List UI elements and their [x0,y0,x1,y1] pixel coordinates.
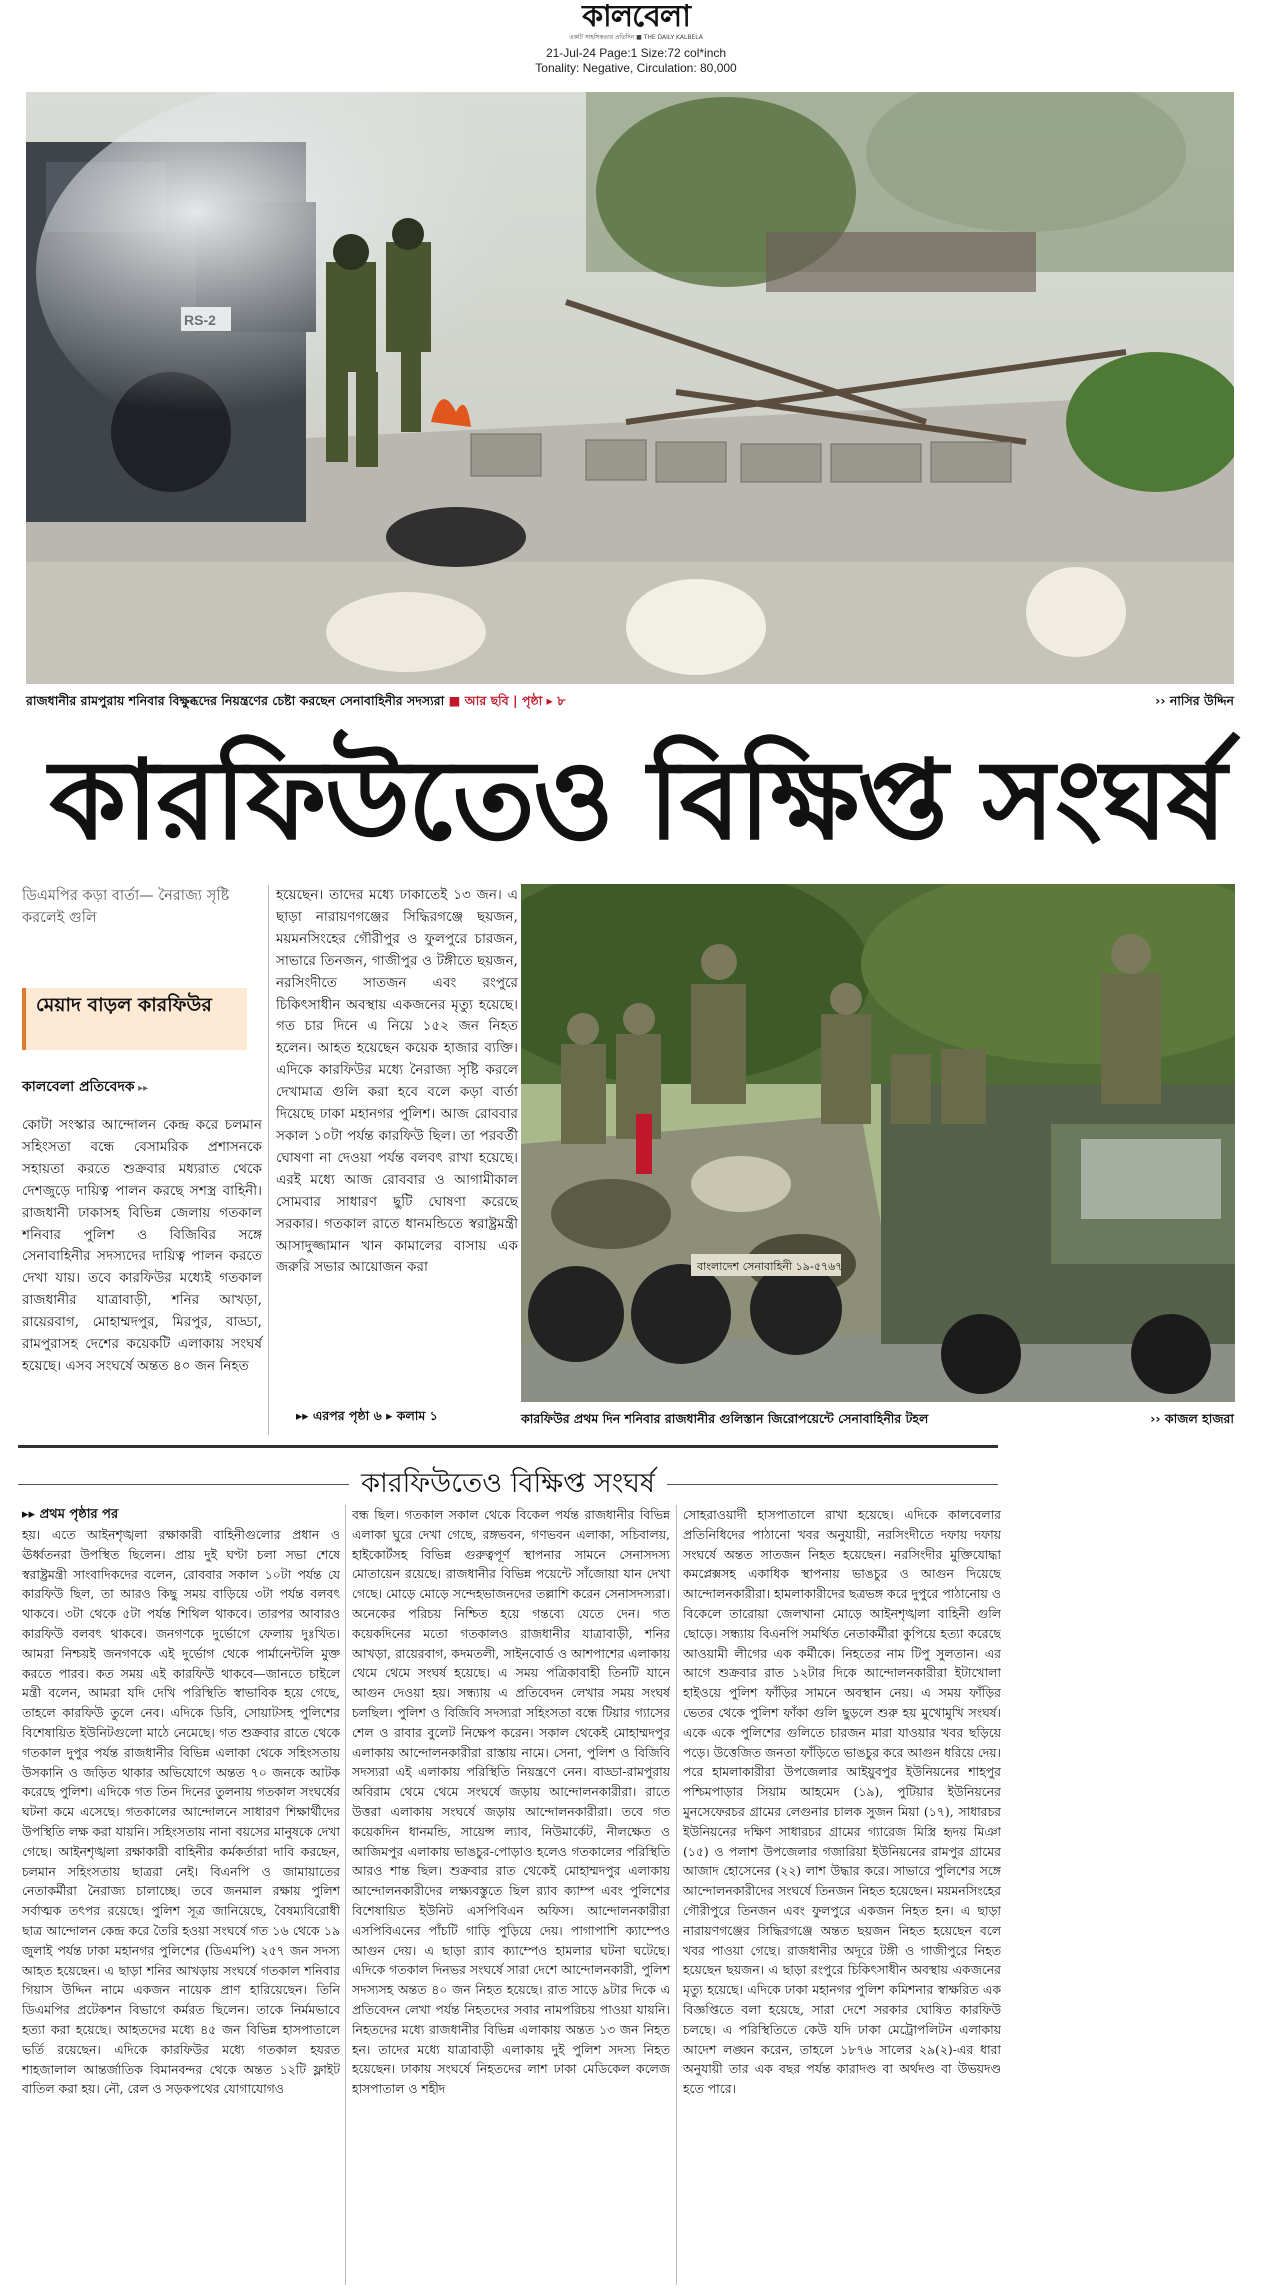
top-photo-army-rampura [26,92,1234,684]
clipping-date-line: 21-Jul-24 Page:1 Size:72 col*inch [545,46,727,60]
column-rule [676,1505,677,2285]
continuation-column-3: সোহরাওয়ার্দী হাসপাতালে রাখা হয়েছে। এদিকে কালবেলার প্রতিনিধিদের পাঠানো খবর অনুযায়ী, নরসিংদীতে দফায় দফায় সংঘর্ষে অন্তত সাতজন নিহত হয়েছেন। নরসিংদীর মুক্তিযোদ্ধা কমপ্লেক্সসহ একাধিক স্থাপনায় ভাঙচুর ও আগুন দিয়েছে আন্দোলনকারীরা। হামলাকারীদের ছত্রভঙ্গ করে দুপুরে পাঠানোয় ও বিকেলে তারোয়া জেলখানা মোড়ে আইনশৃঙ্খলা বাহিনী গুলি ছোড়ে। সন্ধ্যায় বিএনপি সমর্থিত নেতাকর্মীরা কুপিয়ে হত্যা করেছে আওয়ামী লীগের এক কর্মীকে। নিহতের নাম টিপু সুলতান। এর আগে শুক্রবার রাত ১২টার দিকে আন্দোলনকারীরা ইটাখোলা হাইওয়ে পুলিশ ফাঁড়ির সামনে অবস্থান নেয়। এ সময় ফাঁড়ির ভেতর থেকে পুলিশ ফাঁকা গুলি ছুড়লে শুরু হয় মুখোমুখি সংঘর্ষ। একে একে পুলিশের গুলিতে চারজন মারা যাওয়ার খবর ছড়িয়ে পড়ে। উত্তেজিত জনতা ফাঁড়িতে ভাঙচুর করে আগুন ধরিয়ে দেয়। পরে হামলাকারীরা উপজেলার আইয়ুবপুর ইউনিয়নের শাহপুর পশ্চিমপাড়ার সিয়াম আহমেদ (১৯), পুটিয়ার ইউনিয়নের মুনসেফেরচর গ্রামের লেগুনার চালক সুজন মিয়া (১৭), সাধারচর ইউনিয়নের দক্ষিণ সাধারচর গ্রামের গ্যারেজ মিস্ত্রি হৃদয় মিঞা (১৫) ও পলাশ উপজেলার গজারিয়া ইউনিয়নের রামপুর গ্রামের আজাদ হোসেনের (২২) লাশ উদ্ধার করে। সাভারে পুলিশের সঙ্গে আন্দোলনকারীদের সংঘর্ষে তিনজন নিহত হয়েছেন। ময়মনসিংহের গৌরীপুরে তিনজন এবং ফুলপুরে একজন নিহত হন। এ ছাড়া নারায়ণগঞ্জের সিদ্ধিরগঞ্জে অন্তত ছয়জন নিহত হয়েছেন বলে খবর পাওয়া গেছে। রাজধানীর অদূরে টঙ্গী ও গাজীপুরে নিহত হয়েছেন ছয়জন। এ ছাড়া রংপুরে চিকিৎসাধীন অবস্থায় একজনের মৃত্যু হয়েছে। এদিকে ঢাকা মহানগর পুলিশ কমিশনার স্বাক্ষরিত এক বিজ্ঞপ্তিতে বলা হয়েছে, সারা দেশে সরকার ঘোষিত কারফিউ চলছে। এ পরিস্থিতিতে কেউ যদি ঢাকা মেট্রোপলিটন এলাকায় আদেশ লঙ্ঘন করেন, তাহলে ১৮৭৬ সালের ২৯(২)-এর ধারা অনুযায়ী তার এক বছর পর্যন্ত কারাদণ্ড বা অর্থদণ্ড বা উভয়দণ্ড হতে পারে। [683,1507,1001,2097]
newspaper-logo: কালবেলা [582,0,690,34]
column-rule [345,1505,346,2285]
mid-photo-credit: ›› কাজল হাজরা [1150,1411,1234,1426]
newspaper-tagline: একটি সাহসিকতার প্রতিদিন ■ THE DAILY KALBELA [569,34,703,41]
article-column-1: কোটা সংস্কার আন্দোলন কেন্দ্র করে চলমান সহিংসতা বন্ধে বেসামরিক প্রশাসনকে সহায়তা করতে শুক্রবার মধ্যরাত থেকে দেশজুড়ে দায়িত্ব পালন করছে সশস্ত্র বাহিনী। রাজধানী ঢাকাসহ বিভিন্ন জেলায় গতকাল শনিবার পুলিশ ও বিজিবির সঙ্গে সেনাবাহিনীর সদস্যদের দায়িত্ব পালন করতে দেখা যায়। তবে কারফিউর মধ্যেই গতকাল রাজধানীর যাত্রাবাড়ী, শনির আখড়া, রায়েরবাগ, মোহাম্মদপুর, মিরপুর, বাড্ডা, রামপুরাসহ দেশের কয়েকটি এলাকায় সংঘর্ষ হয়েছে। এসব সংঘর্ষে অন্তত ৪০ জন নিহত [22,1117,262,1374]
section-divider [18,1445,998,1448]
sidebar-subhead: ডিএমপির কড়া বার্তা— নৈরাজ্য সৃষ্টি করলেই গুলি [22,888,230,926]
sidebar-box-title: মেয়াদ বাড়ল কারফিউর [22,988,247,1050]
top-photo-caption-text: রাজধানীর রামপুরায় শনিবার বিক্ষুব্ধদের নিয়ন্ত্রণের চেষ্টা করছেন সেনাবাহিনীর সদস্যরা [26,693,445,708]
continuation-column-1: হয়। এতে আইনশৃঙ্খলা রক্ষাকারী বাহিনীগুলোর প্রধান ও ঊর্ধ্বতনরা উপস্থিত ছিলেন। প্রায় দুই ঘণ্টা চলা সভা শেষে স্বরাষ্ট্রমন্ত্রী সাংবাদিকদের বলেন, রোববার সকাল ১০টা পর্যন্ত যে কারফিউ ছিল, তা আরও কিছু সময় বাড়িয়ে ৩টা পর্যন্ত বলবৎ থাকবে। ৩টা থেকে ৫টা পর্যন্ত শিথিল থাকবে। তারপর আবারও কারফিউ বলবৎ থাকবে। জনগণকে দুর্ভোগে ফেলায় দুঃখিত। আমরা নিশ্চয়ই জনগণকে এই দুর্ভোগ থেকে পার্মানেন্টলি মুক্ত করতে পারব। কত সময় এই কারফিউ থাকবে—জানতে চাইলে মন্ত্রী বলেন, আমরা যদি দেখি পরিস্থিতি স্বাভাবিক হয়ে গেছে, তাহলে কারফিউ তুলে নেব। এদিকে ডিবি, সোয়াটসহ পুলিশের বিশেষায়িত ইউনিটগুলো মাঠে নেমেছে। গত শুক্রবার রাতে থেকে গতকাল দুপুর পর্যন্ত রাজধানীর বিভিন্ন এলাকা থেকে সহিংসতায় উসকানি ও জড়িত থাকার অভিযোগে অন্তত ৭০ জনকে আটক করেছে পুলিশ। এদিকে গত তিন দিনের তুলনায় গতকাল সংঘর্ষের ঘটনা কমে এসেছে। গতকালের আন্দোলনে সাধারণ শিক্ষার্থীদের উপস্থিতি লক্ষ করা যায়নি। সহিংসতায় নানা বয়সের মানুষকে দেখা গেছে। আইনশৃঙ্খলা রক্ষাকারী বাহিনীর কর্মকর্তারা দাবি করছেন, চলমান সহিংসতায় ছাত্ররা নেই। বিএনপি ও জামায়াতের নেতাকর্মীরা নৈরাজ্য চালাচ্ছে। তবে জনমাল রক্ষায় পুলিশ সর্বাত্মক তৎপর রয়েছে। পুলিশ সূত্র জানিয়েছে, বৈষম্যবিরোধী ছাত্র আন্দোলন কেন্দ্র করে তৈরি হওয়া সংঘর্ষে গত ১৬ থেকে ১৯ জুলাই পর্যন্ত ঢাকা মহানগর পুলিশের (ডিএমপি) ২৫৭ জন সদস্য আহত হয়েছেন। এ ছাড়া শনির আখড়ায় সংঘর্ষে গতকাল শনিবার গিয়াস উদ্দিন নামে একজন নায়েক প্রাণ হারিয়েছেন। তিনি ডিএমপির প্রটেকশন বিভাগে কর্মরত ছিলেন। তাকে নির্মমভাবে হত্যা করা হয়েছে। আহতদের মধ্যে ৪৫ জন বিভিন্ন হাসপাতালে ভর্তি রয়েছেন। এদিকে কারফিউর মধ্যে গতকাল হযরত শাহজালাল আন্তর্জাতিক বিমানবন্দর থেকে অন্তত ১২টি ফ্লাইট বাতিল করা হয়। নৌ, রেল ও সড়কপথের যোগাযোগও [22,1527,340,2097]
clipping-tonality-line: Tonality: Negative, Circulation: 80,000 [535,61,737,75]
continuation-title [18,1465,998,1503]
vehicle-plate-apc: বাংলাদেশ সেনাবাহিনী ১৯-৫৭৬৭ [697,1260,843,1273]
main-headline: কারফিউতেও বিক্ষিপ্ত সংঘর্ষ [49,736,1225,864]
top-photo-caption-ref: ■ আর ছবি | পৃষ্ঠা ▸ ৮ [448,693,566,708]
continuation-title-text: কারফিউতেও বিক্ষিপ্ত সংঘর্ষ [349,1468,667,1499]
mid-photo-army-patrol [521,884,1235,1402]
mid-photo-caption: কারফিউর প্রথম দিন শনিবার রাজধানীর গুলিস্তান জিরোপয়েন্টে সেনাবাহিনীর টহল [521,1411,929,1426]
continuation-column-2: বন্ধ ছিল। গতকাল সকাল থেকে বিকেল পর্যন্ত রাজধানীর বিভিন্ন এলাকা ঘুরে দেখা গেছে, রঙ্গভবন, গণভবন এলাকা, সচিবালয়, হাইকোর্টসহ বিভিন্ন গুরুত্বপূর্ণ স্থাপনার সামনে সেনাসদস্য মোতায়েন রয়েছে। রাজধানীর বিভিন্ন পয়েন্টে সাঁজোয়া যান দেখা গেছে। মোড়ে মোড়ে সন্দেহভাজনদের তল্লাশি করেন সেনাসদস্যরা। অনেকের পরিচয় নিশ্চিত হয়ে গন্তব্যে যেতে দেন। গত কয়েকদিনের মতো গতকালও রাজধানীর যাত্রাবাড়ী, শনির আখড়া, রায়েরবাগ, কদমতলী, সাইনবোর্ড ও আশপাশের এলাকায় থেমে থেমে সংঘর্ষ হয়েছে। এ সময় পত্রিকাবাহী তিনটি যানে আগুন দেওয়া হয়। সন্ধ্যায় এ প্রতিবেদন লেখার সময় সংঘর্ষ চলছিল। পুলিশ ও বিজিবি সদস্যরা সহিংসতা বন্ধে টিয়ার গ্যাসের শেল ও রাবার বুলেট নিক্ষেপ করেন। সকাল থেকেই মোহাম্মদপুর এলাকায় আন্দোলনকারীরা রাস্তায় নামে। সেনা, পুলিশ ও বিজিবি সদস্যরা এই এলাকায় পরিস্থিতি নিয়ন্ত্রণে নেন। বাড্ডা-রামপুরায় অবিরাম থেমে থেমে সংঘর্ষে জড়ায় আন্দোলনকারীরা। রাতে উত্তরা এলাকায় সংঘর্ষে জড়ায় আন্দোলনকারীরা। তবে গত কয়েকদিন ধানমন্ডি, সায়েন্স ল্যাব, নিউমার্কেট, নীলক্ষেত ও আজিমপুর এলাকায় ভাঙচুর-পোড়াও হলেও গতকালের পরিস্থিতি আরও শান্ত ছিল। শুক্রবার রাত থেকেই মোহাম্মদপুর এলাকায় আন্দোলনকারীদের লক্ষ্যবস্তুতে ছিল র‍্যাব ক্যাম্প এবং পুলিশের বিশেষায়িত ইউনিট এসপিবিএন অফিস। আন্দোলনকারীরা এসপিবিএনের পাঁচটি গাড়ি পুড়িয়ে দেয়। পাগাপাশি ক্যাম্পেও আগুন দেয়। এ ছাড়া র‍্যাব ক্যাম্পেও হামলার ঘটনা ঘটেছে। এদিকে গতকাল দিনভর সংঘর্ষে সারা দেশে আন্দোলনকারী, পুলিশ সদস্যসহ অন্তত ৪০ জন নিহত হয়েছে। রাত সাড়ে ৯টার দিকে এ প্রতিবেদন লেখা পর্যন্ত নিহতদের সবার নামপরিচয় পাওয়া যায়নি। নিহতদের মধ্যে রাজধানীর বিভিন্ন এলাকায় অন্তত ১৩ জন নিহত হন। তাদের মধ্যে যাত্রাবাড়ী এলাকায় দুই পুলিশ সদস্য নিহত হয়েছেন। ঢাকায় সংঘর্ষে নিহতদের লাশ ঢাকা মেডিকেল কলেজ হাসপাতাল ও শহীদ [352,1507,670,2097]
masthead [0,0,1272,88]
column-rule [268,885,269,1435]
top-photo-caption [26,692,1026,710]
article-jump-line: ▸▸ এরপর পৃষ্ঠা ৬ ▸ কলাম ১ [296,1408,438,1423]
reporter-byline: কালবেলা প্রতিবেদক ▸▸ [22,1075,262,1099]
article-column-2: হয়েছেন। তাদের মধ্যে ঢাকাতেই ১৩ জন। এ ছাড়া নারায়ণগঞ্জের সিদ্ধিরগঞ্জে ছয়জন, ময়মনসিংহের গৌরীপুর ও ফুলপুরে চারজন, সাভারে তিনজন, গাজীপুর ও টঙ্গীতে ছয়জন, নরসিংদীতে সাতজন এবং রংপুরে চিকিৎসাধীন অবস্থায় একজনের মৃত্যু হয়েছে। গত চার দিনে এ নিয়ে ১৫২ জন নিহত হলেন। আহত হয়েছেন কয়েক হাজার ব্যক্তি। এদিকে কারফিউর মধ্যে নৈরাজ্য সৃষ্টি করলে দেখামাত্র গুলি করা হবে বলে কড়া বার্তা দিয়েছে ঢাকা মহানগর পুলিশ। আজ রোববার সকাল ১০টা পর্যন্ত কারফিউ ছিল। তা পরবর্তী ঘোষণা না দেওয়া পর্যন্ত বলবৎ রাখা হয়েছে। এরই মধ্যে আজ রোববার ও আগামীকাল সোমবার সাধারণ ছুটি ঘোষণা করেছে সরকার। গতকাল রাতে ধানমন্ডিতে স্বরাষ্ট্রমন্ত্রী আসাদুজ্জামান খান কামালের বাসায় এক জরুরি সভার আয়োজন করা [276,887,518,1276]
top-photo-credit: ›› নাসির উদ্দিন [1155,693,1234,708]
continuation-from: ▸▸ প্রথম পৃষ্ঠার পর [22,1507,119,1522]
